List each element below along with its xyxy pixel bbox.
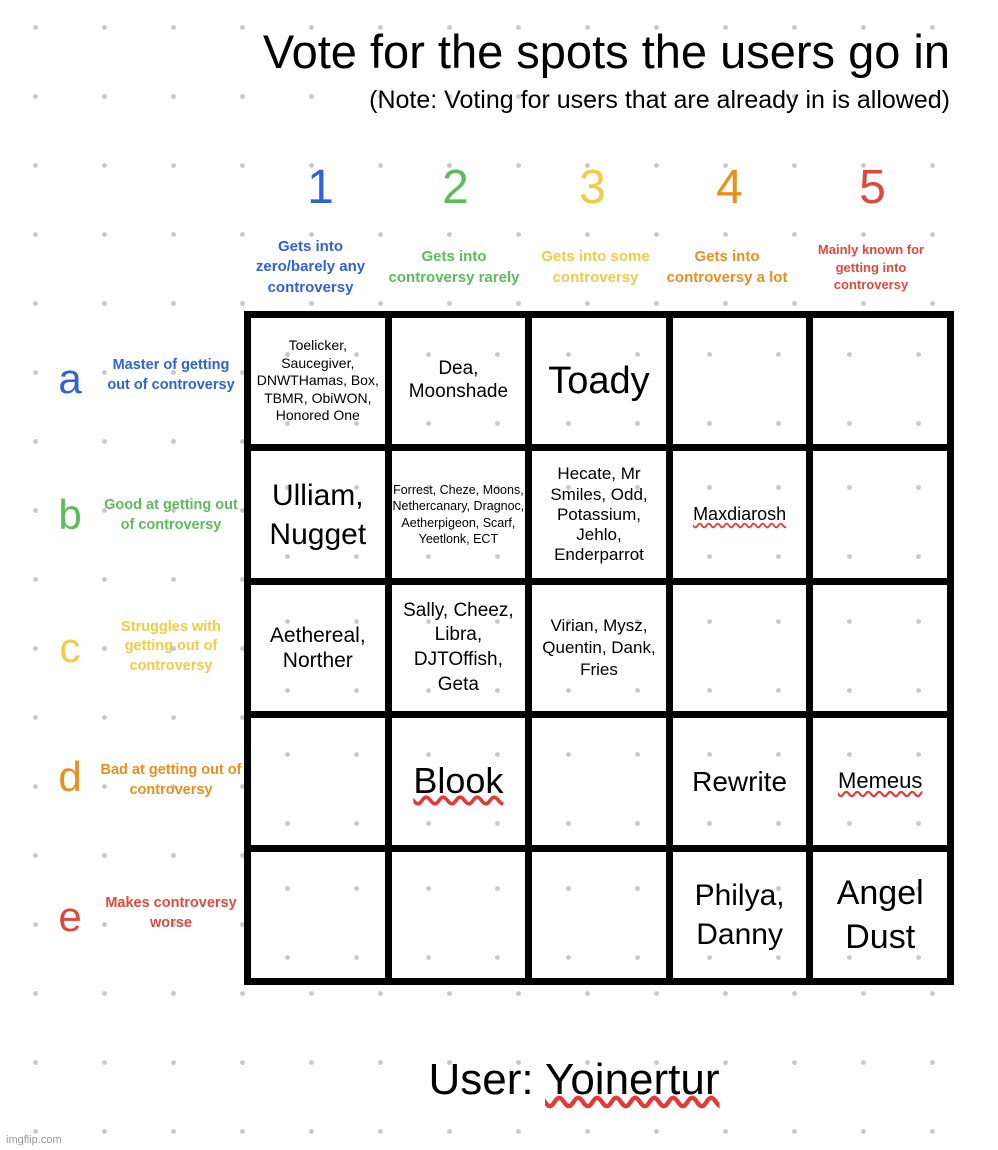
- column-number-1: 1: [307, 161, 334, 214]
- column-number-5: 5: [859, 161, 886, 214]
- tier-grid: [244, 311, 954, 985]
- column-number-4: 4: [716, 161, 743, 214]
- column-desc-1: Gets into zero/barely any controversy: [255, 238, 366, 296]
- row-letter-e: e: [58, 893, 82, 940]
- row-desc-a: Master of getting out of controversy: [107, 357, 235, 393]
- row-desc-b: Good at getting out of controversy: [104, 497, 238, 533]
- cell-c3: [532, 585, 666, 711]
- cell-d4: [673, 718, 807, 844]
- cell-b4-text: Maxdiarosh: [693, 503, 787, 524]
- row-letter-d: d: [58, 753, 82, 800]
- cell-b1: [251, 451, 385, 577]
- cell-a1-text: Toelicker, Saucegiver, DNWTHamas, Box, TBMR, ObiWON, Honored One: [256, 337, 379, 424]
- cell-c2: [392, 585, 526, 711]
- cell-a3-text: Toady: [548, 359, 650, 402]
- page-title: Vote for the spots the users go in: [262, 25, 950, 78]
- cell-d2: [392, 718, 526, 844]
- cell-d5: [813, 718, 947, 844]
- cell-e4-text: Philya, Danny: [694, 878, 785, 951]
- column-number-2: 2: [442, 161, 469, 214]
- cell-c1: [251, 585, 385, 711]
- cell-e5: [813, 852, 947, 978]
- cell-e1: [251, 852, 385, 978]
- cell-b2-text: Forrest, Cheze, Moons, Nethercanary, Dragnoc, Aetherpigeon, Scarf, Yeetlonk, ECT: [392, 483, 525, 546]
- footer-user: [0, 1050, 998, 1110]
- row-desc-e: Makes controversy worse: [105, 895, 237, 931]
- cell-e3: [532, 852, 666, 978]
- footer-user-label: User:: [428, 1055, 534, 1104]
- cell-b2: [392, 451, 526, 577]
- cell-a2-text: Dea, Moonshade: [408, 358, 509, 403]
- cell-e5-text: Angel Dust: [836, 873, 924, 956]
- column-desc-2: Gets into controversy rarely: [388, 248, 520, 286]
- row-desc-c: Struggles with getting out of controversy: [121, 618, 221, 674]
- column-desc-4: Gets into controversy a lot: [666, 248, 788, 286]
- cell-b3: [532, 451, 666, 577]
- cell-a3: [532, 318, 666, 444]
- cell-e4: [673, 852, 807, 978]
- cell-c3-text: Virian, Mysz, Quentin, Dank, Fries: [542, 615, 656, 680]
- cell-c2-text: Sally, Cheez, Libra, DJTOffish, Geta: [403, 599, 514, 695]
- watermark: imgflip.com: [6, 1134, 62, 1146]
- cell-d4-text: Rewrite: [692, 765, 788, 797]
- cell-b5: [813, 451, 947, 577]
- row-desc-d: Bad at getting out of controversy: [100, 762, 242, 798]
- page-subtitle: (Note: Voting for users that are already in is allowed): [369, 86, 950, 114]
- cell-a5: [813, 318, 947, 444]
- cell-a4: [673, 318, 807, 444]
- cell-c5: [813, 585, 947, 711]
- column-desc-5: Mainly known for getting into controversy: [817, 242, 925, 293]
- cell-a2: [392, 318, 526, 444]
- cell-b3-text: Hecate, Mr Smiles, Odd, Potassium, Jehlo, Enderparrot: [550, 464, 648, 564]
- cell-e2: [392, 852, 526, 978]
- row-letter-b: b: [58, 491, 82, 538]
- cell-b1-text: Ulliam, Nugget: [269, 478, 367, 551]
- row-letter-a: a: [58, 355, 82, 402]
- footer-user-name: Yoinertur: [545, 1055, 720, 1104]
- row-letter-c: c: [59, 624, 81, 671]
- column-number-3: 3: [579, 161, 606, 214]
- cell-d1: [251, 718, 385, 844]
- cell-d5-text: Memeus: [838, 768, 923, 794]
- cell-c1-text: Aethereal, Norther: [269, 623, 366, 672]
- cell-d2-text: Blook: [413, 760, 504, 802]
- cell-b4: [673, 451, 807, 577]
- cell-c4: [673, 585, 807, 711]
- column-desc-3: Gets into some controversy: [541, 248, 650, 286]
- cell-a1: [251, 318, 385, 444]
- cell-d3: [532, 718, 666, 844]
